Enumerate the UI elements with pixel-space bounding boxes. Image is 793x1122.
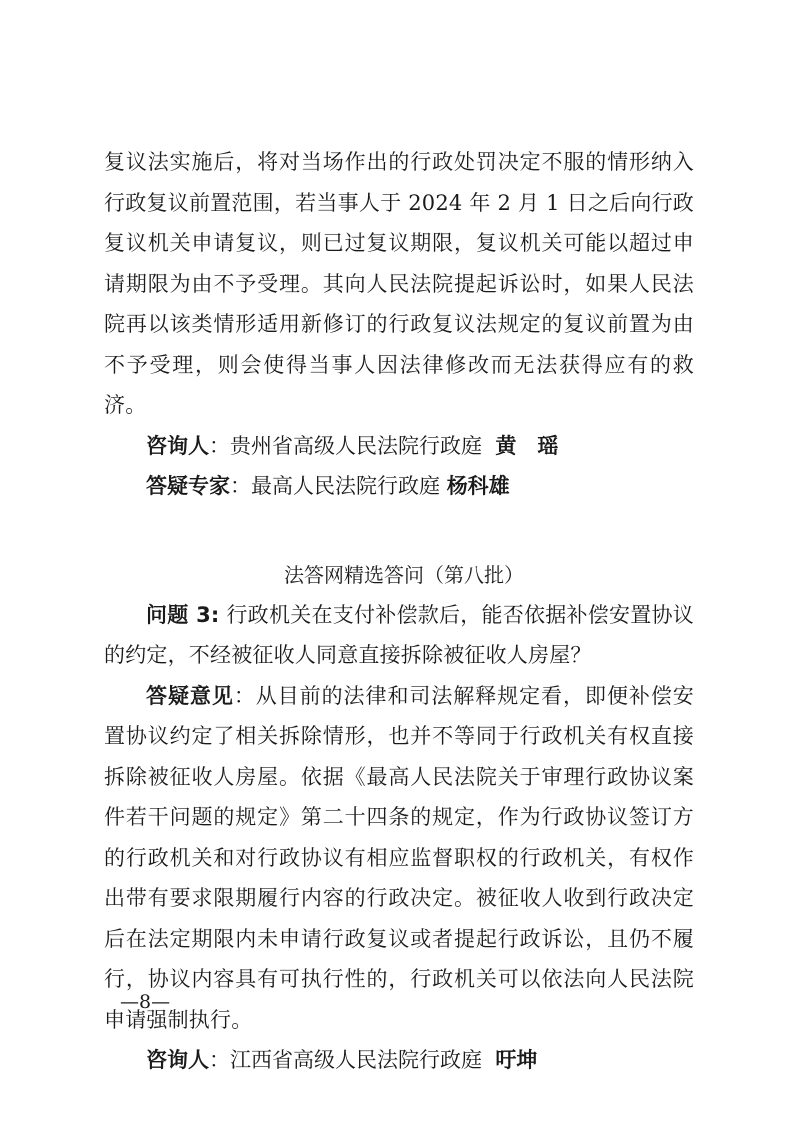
answer-text: ：从目前的法律和司法解释规定看，即便补偿安置协议约定了相关拆除情形，也并不等同于行政机关有权直接拆除被征收人房屋。依据《最高人民法院关于审理行政协议案件若干问题的规定》第二十四条的规定，作为行政协议签订方的行政机关和对行政协议有相应监督职权的行政机关，有权作出带有要求限期履行内容的行政决定。被征收人收到行政决定后在法定期限内未申请行政复议或者提起行政诉讼，且仍不履行，协议内容具有可执行性的，行政机关可以依法向人民法院申请强制执行。: [104, 683, 694, 1032]
section-gap: [104, 507, 694, 555]
consultant-label: 咨询人: [146, 433, 209, 458]
consultant-org-2: ：江西省高级人民法院行政庭: [209, 1048, 482, 1072]
body-paragraph: 复议法实施后，将对当场作出的行政处罚决定不服的情形纳入行政复议前置范围，若当事人于 2024 年 2 月 1 日之后向行政复议机关申请复议，则已过复议期限，复议机关可能以超过申请期限为由不予受理。其向人民法院提起诉讼时，如果人民法院再以该类情形适用新修订的行政复议法规定的复议前置为由不予受理，则会使得当事人因法律修改而无法获得应有的救济。: [104, 150, 694, 417]
expert-signature: [104, 466, 694, 507]
expert-name: 杨科雄: [446, 474, 510, 498]
section-title: 法答网精选答问（第八批）: [284, 562, 524, 587]
question-text: 行政机关在支付补偿款后，能否依据补偿安置协议的约定，不经被征收人同意直接拆除被征收人房屋？: [104, 602, 694, 667]
expert-org: ：最高人民法院行政庭: [230, 474, 440, 498]
page-number: —8—: [120, 991, 171, 1013]
answer-paragraph: [104, 676, 694, 1041]
answer-label: 答疑意见: [146, 683, 234, 708]
consultant-name-2: 吁坤: [495, 1048, 538, 1072]
consultant-signature-2: [104, 1040, 694, 1081]
question-label: 问题 3:: [146, 602, 220, 627]
consultant-signature: [104, 426, 694, 467]
document-page: [104, 142, 694, 1081]
consultant-label-2: 咨询人: [146, 1048, 209, 1072]
consultant-name: 黄 瑶: [495, 433, 559, 458]
question-paragraph: [104, 595, 694, 676]
expert-label: 答疑专家: [146, 474, 230, 498]
consultant-org: ：贵州省高级人民法院行政庭: [209, 433, 482, 458]
